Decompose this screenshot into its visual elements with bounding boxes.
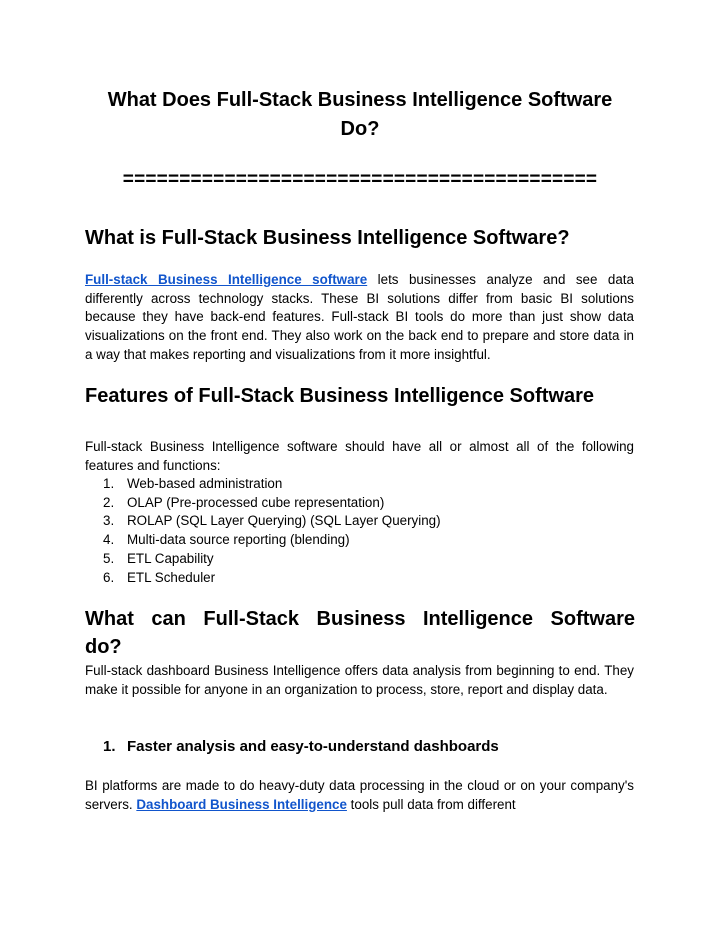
list-item: 3. ROLAP (SQL Layer Querying) (SQL Layer Querying) [103, 513, 441, 529]
section-heading-what-can-line-1: What can Full-Stack Business Intelligence Software [85, 608, 635, 630]
section-heading-features: Features of Full-Stack Business Intelligence Software [85, 385, 595, 407]
page-title-line-2: Do? [340, 118, 380, 140]
list-item: 5. ETL Capability [103, 550, 214, 566]
list-item: 4. Multi-data source reporting (blending) [103, 532, 350, 548]
page-title-line-1: What Does Full-Stack Business Intelligence Software [107, 89, 613, 111]
full-stack-bi-software-link[interactable]: Full-stack Business Intelligence software [85, 272, 368, 287]
section-paragraph-what-can: Full-stack dashboard Business Intelligence offers data analysis from beginning to end. They make it possible for anyone in an organization to process, store, report and display data. [85, 663, 634, 697]
separator-line: ========================================== [122, 169, 598, 190]
section-heading-what-can [85, 605, 635, 661]
section-heading-what-is: What is Full-Stack Business Intelligence Software? [85, 227, 570, 249]
features-intro: Full-stack Business Intelligence software should have all or almost all of the following features and functions: [85, 439, 634, 473]
section-heading-what-can-line-2: do? [85, 636, 122, 658]
section-paragraph-bi-platforms: BI platforms are made to do heavy-duty data processing in the cloud or on your company's servers. Dashboard Business Intelligence tools pull data from different [85, 778, 634, 812]
dashboard-bi-link[interactable]: Dashboard Business Intelligence [136, 796, 347, 812]
section-paragraph-what-is [85, 271, 634, 365]
paragraph-text: lets businesses analyze and see data differently across technology stacks. These BI solutions differ from basic BI solutions because they have back-end features. Full-stack BI tools do more than just show data visualizations on the front end. They also work on the back end to prepare and store data in a way that makes reporting and visualizations from it more insightful. [85, 272, 634, 362]
list-item: 2. OLAP (Pre-processed cube representation) [103, 494, 385, 510]
page-title [85, 86, 635, 144]
subheading-faster-analysis: 1. Faster analysis and easy-to-understand dashboards [103, 738, 499, 755]
list-item: 6. ETL Scheduler [103, 569, 216, 585]
list-item: 1. Web-based administration [103, 476, 283, 491]
features-list [85, 475, 635, 587]
